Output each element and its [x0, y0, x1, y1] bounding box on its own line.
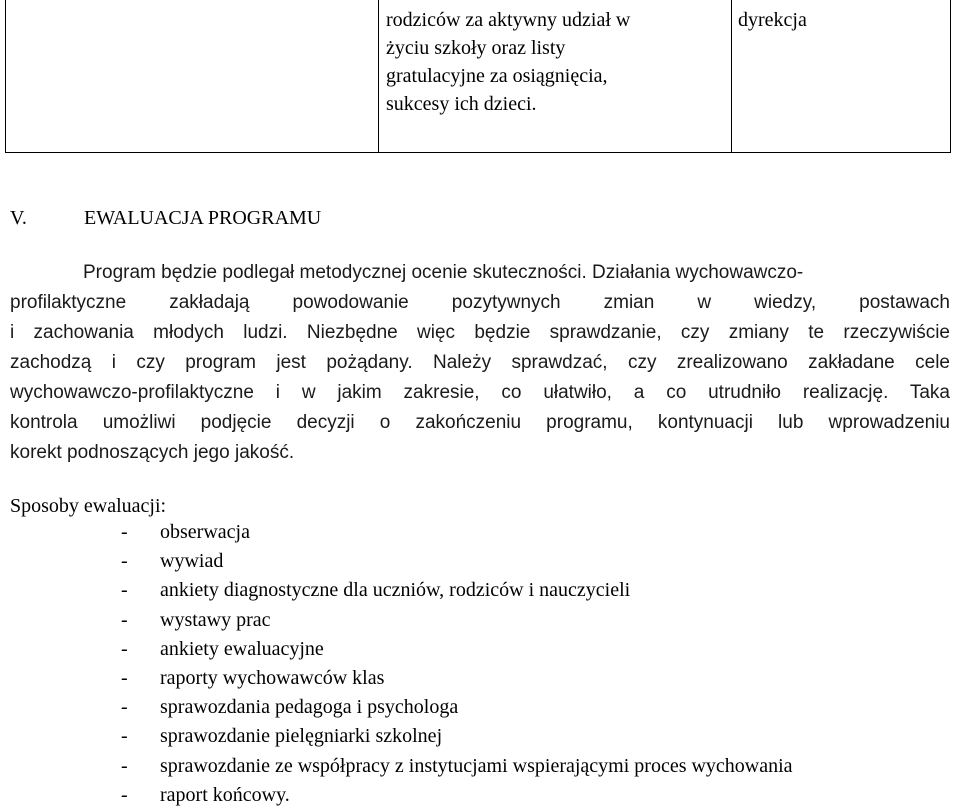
list-item: [0, 576, 793, 605]
list-item-text: sprawozdanie ze współpracy z instytucjami wspierającymi proces wychowania: [160, 754, 793, 777]
table-column-divider: [731, 0, 732, 152]
list-dash: -: [121, 521, 128, 543]
section-title: EWALUACJA PROGRAMU: [84, 207, 322, 229]
paragraph-line: korekt podnoszących jego jakość.: [10, 442, 295, 463]
paragraph-line: i zachowania młodych ludzi. Niezbędne więc będzie sprawdzanie, czy zmiany te rzeczywiście: [10, 322, 950, 343]
list-dash: -: [121, 754, 128, 777]
section-number: V.: [10, 207, 27, 229]
table-column-divider: [378, 0, 379, 152]
table-cell-line: sukcesy ich dzieci.: [386, 93, 537, 115]
list-item: [0, 547, 793, 576]
table-cell-line: gratulacyjne za osiągnięcia,: [386, 65, 608, 87]
list-dash: -: [121, 783, 128, 806]
table-cell-activity: [386, 6, 716, 118]
list-item: [0, 606, 793, 635]
table-cell-line: życiu szkoły oraz listy: [386, 37, 566, 59]
list-item: [0, 752, 793, 781]
list-dash: -: [121, 579, 128, 602]
paragraph-line: Program będzie podlegał metodycznej ocenie skuteczności. Działania wychowawczo-: [83, 262, 804, 283]
list-item: [0, 518, 793, 547]
table-cell-line: rodziców za aktywny udział w: [386, 9, 631, 31]
table-cell-responsible: dyrekcja: [738, 9, 807, 31]
list-item: [0, 635, 793, 664]
list-dash: -: [121, 608, 128, 631]
list-item-text: sprawozdania pedagoga i psychologa: [160, 696, 459, 719]
paragraph-line: zachodzą i czy program jest pożądany. Należy sprawdzać, czy zrealizowano zakładane cele: [10, 352, 950, 373]
list-item-text: ankiety ewaluacyjne: [160, 637, 324, 660]
list-dash: -: [121, 696, 128, 719]
list-item-text: wystawy prac: [160, 608, 271, 631]
list-item-text: raport końcowy.: [160, 783, 290, 806]
list-dash: -: [121, 667, 128, 690]
list-item: [0, 664, 793, 693]
evaluation-methods-label: Sposoby ewaluacji:: [10, 495, 167, 517]
paragraph-line: wychowawczo-profilaktyczne i w jakim zakresie, co ułatwiło, a co utrudniło realizację. Taka: [10, 382, 950, 403]
paragraph-line: kontrola umożliwi podjęcie decyzji o zakończeniu programu, kontynuacji lub wprowadzeniu: [10, 412, 950, 433]
list-item: [0, 693, 793, 722]
list-dash: -: [121, 550, 128, 573]
list-item-text: sprawozdanie pielęgniarki szkolnej: [160, 725, 443, 748]
list-item-text: obserwacja: [160, 521, 250, 543]
list-item: [0, 781, 793, 810]
evaluation-paragraph: [10, 258, 950, 468]
list-item: [0, 722, 793, 751]
paragraph-line: profilaktyczne zakładają powodowanie pozytywnych zmian w wiedzy, postawach: [10, 292, 950, 313]
list-item-text: ankiety diagnostyczne dla uczniów, rodziców i nauczycieli: [160, 579, 631, 602]
evaluation-methods-list: [0, 518, 793, 810]
list-dash: -: [121, 637, 128, 660]
list-dash: -: [121, 725, 128, 748]
list-item-text: raporty wychowawców klas: [160, 667, 385, 690]
list-item-text: wywiad: [160, 550, 224, 573]
section-heading: [10, 204, 321, 232]
